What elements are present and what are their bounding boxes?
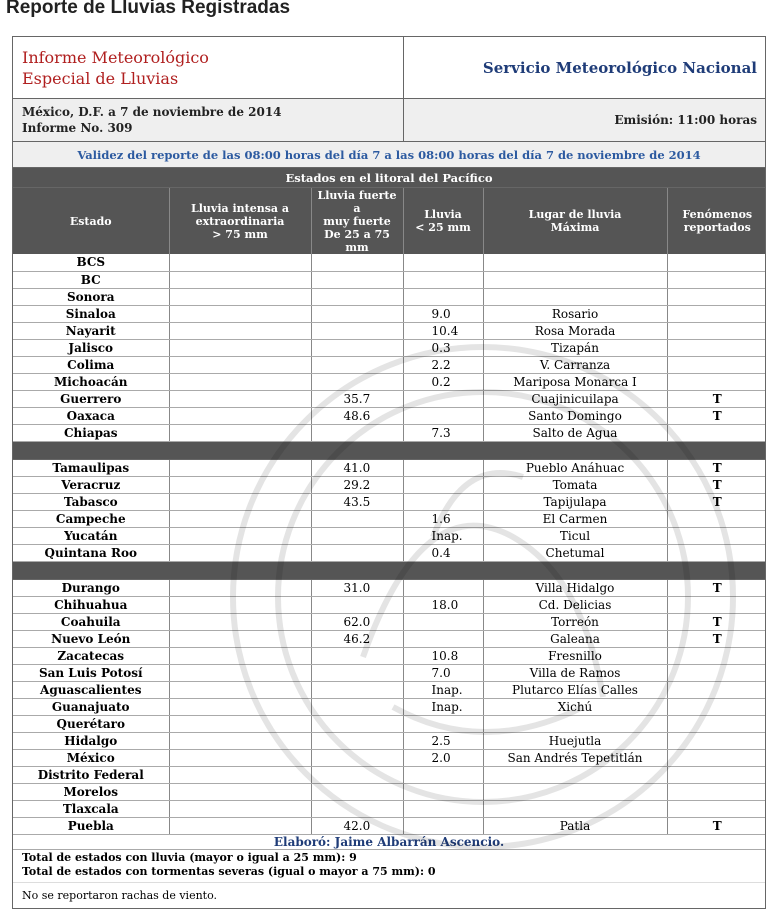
cell-lluvia — [403, 613, 483, 630]
agency-name: Servicio Meteorológico Nacional — [482, 58, 757, 77]
table-row — [13, 271, 766, 288]
cell-fuerte — [311, 322, 403, 339]
cell-estado: Nayarit — [13, 322, 169, 339]
cell-lugar: Fresnillo — [483, 647, 667, 664]
cell-estado: Guerrero — [13, 390, 169, 407]
total-storm-states: Total de estados con tormentas severas (igual o mayor a 75 mm): 0 — [22, 864, 436, 878]
cell-fuerte — [311, 596, 403, 613]
cell-intensa — [169, 749, 311, 766]
cell-fuerte — [311, 339, 403, 356]
cell-fuerte — [311, 800, 403, 817]
cell-lluvia — [403, 390, 483, 407]
cell-fuerte — [311, 681, 403, 698]
cell-lugar: Huejutla — [483, 732, 667, 749]
cell-estado: Hidalgo — [13, 732, 169, 749]
cell-lluvia — [403, 271, 483, 288]
report-number: Informe No. 309 — [22, 121, 133, 135]
cell-fenomenos — [667, 698, 766, 715]
cell-estado: Sinaloa — [13, 305, 169, 322]
cell-fuerte — [311, 373, 403, 390]
cell-intensa — [169, 510, 311, 527]
cell-intensa — [169, 698, 311, 715]
cell-lugar: El Carmen — [483, 510, 667, 527]
col-header-intensa: Lluvia intensa a extraordinaria > 75 mm — [169, 188, 311, 254]
table-row — [13, 749, 766, 766]
table-row — [13, 732, 766, 749]
col-header-lluvia: Lluvia < 25 mm — [403, 188, 483, 254]
cell-intensa — [169, 596, 311, 613]
cell-fuerte — [311, 544, 403, 561]
cell-fuerte — [311, 698, 403, 715]
cell-estado: Jalisco — [13, 339, 169, 356]
cell-fenomenos — [667, 424, 766, 441]
cell-estado: Durango — [13, 579, 169, 596]
cell-lluvia: 2.2 — [403, 356, 483, 373]
cell-estado: Veracruz — [13, 476, 169, 493]
cell-lugar: Tapijulapa — [483, 493, 667, 510]
cell-lluvia: Inap. — [403, 681, 483, 698]
cell-lugar: Mariposa Monarca I — [483, 373, 667, 390]
cell-fenomenos: T — [667, 407, 766, 424]
cell-estado: Tlaxcala — [13, 800, 169, 817]
cell-fuerte: 62.0 — [311, 613, 403, 630]
cell-lugar: Patla — [483, 817, 667, 834]
cell-intensa — [169, 493, 311, 510]
cell-lluvia — [403, 817, 483, 834]
table-row — [13, 305, 766, 322]
cell-estado: BC — [13, 271, 169, 288]
cell-fuerte: 46.2 — [311, 630, 403, 647]
cell-fuerte: 29.2 — [311, 476, 403, 493]
cell-fenomenos — [667, 339, 766, 356]
cell-intensa — [169, 766, 311, 783]
cell-fenomenos: T — [667, 459, 766, 476]
cell-intensa — [169, 373, 311, 390]
cell-lluvia — [403, 476, 483, 493]
cell-intensa — [169, 817, 311, 834]
cell-lugar: Ticul — [483, 527, 667, 544]
cell-estado: San Luis Potosí — [13, 664, 169, 681]
cell-fuerte — [311, 766, 403, 783]
cell-fuerte: 35.7 — [311, 390, 403, 407]
section-title-pacific: Estados en el litoral del Pacífico — [13, 168, 765, 188]
cell-intensa — [169, 544, 311, 561]
cell-lugar: Cuajinicuilapa — [483, 390, 667, 407]
table-row — [13, 254, 766, 271]
cell-lugar: Rosa Morada — [483, 322, 667, 339]
table-row — [13, 322, 766, 339]
cell-intensa — [169, 613, 311, 630]
rain-report — [12, 36, 766, 909]
cell-lugar: Chetumal — [483, 544, 667, 561]
table-row — [13, 596, 766, 613]
cell-lluvia — [403, 783, 483, 800]
cell-fenomenos — [667, 766, 766, 783]
table-row — [13, 698, 766, 715]
report-title — [13, 37, 404, 98]
cell-fenomenos: T — [667, 613, 766, 630]
cell-lugar — [483, 800, 667, 817]
table-row — [13, 681, 766, 698]
section-separator — [13, 561, 766, 579]
cell-fenomenos — [667, 271, 766, 288]
cell-fuerte: 41.0 — [311, 459, 403, 476]
cell-lluvia — [403, 254, 483, 271]
table-header-row — [13, 188, 766, 254]
cell-fenomenos: T — [667, 817, 766, 834]
cell-intensa — [169, 664, 311, 681]
cell-fenomenos — [667, 783, 766, 800]
cell-lluvia — [403, 766, 483, 783]
cell-lluvia: 18.0 — [403, 596, 483, 613]
cell-lluvia: 9.0 — [403, 305, 483, 322]
cell-intensa — [169, 407, 311, 424]
cell-intensa — [169, 305, 311, 322]
table-row — [13, 339, 766, 356]
cell-intensa — [169, 288, 311, 305]
cell-fenomenos — [667, 749, 766, 766]
cell-fuerte: 48.6 — [311, 407, 403, 424]
cell-lluvia — [403, 715, 483, 732]
cell-lluvia — [403, 288, 483, 305]
cell-intensa — [169, 800, 311, 817]
cell-intensa — [169, 783, 311, 800]
cell-fenomenos — [667, 681, 766, 698]
cell-lluvia: 7.0 — [403, 664, 483, 681]
cell-fuerte: 42.0 — [311, 817, 403, 834]
cell-lugar: Cd. Delicias — [483, 596, 667, 613]
cell-fenomenos: T — [667, 476, 766, 493]
cell-estado: Coahuila — [13, 613, 169, 630]
cell-intensa — [169, 527, 311, 544]
cell-intensa — [169, 322, 311, 339]
table-row — [13, 407, 766, 424]
cell-fuerte — [311, 715, 403, 732]
cell-fenomenos — [667, 356, 766, 373]
cell-fuerte — [311, 783, 403, 800]
table-body — [13, 254, 766, 834]
cell-lugar: Salto de Agua — [483, 424, 667, 441]
validity-note: Validez del reporte de las 08:00 horas del día 7 a las 08:00 horas del día 7 de noviembre de 2014 — [13, 142, 765, 168]
cell-estado: Querétaro — [13, 715, 169, 732]
cell-lugar — [483, 766, 667, 783]
cell-fenomenos — [667, 322, 766, 339]
cell-lugar: San Andrés Tepetitlán — [483, 749, 667, 766]
cell-intensa — [169, 715, 311, 732]
cell-intensa — [169, 647, 311, 664]
table-row — [13, 476, 766, 493]
cell-estado: Oaxaca — [13, 407, 169, 424]
cell-lluvia: 0.2 — [403, 373, 483, 390]
prepared-by: Elaboró: Jaime Albarrán Ascencio. — [13, 835, 765, 850]
cell-intensa — [169, 476, 311, 493]
cell-fenomenos: T — [667, 390, 766, 407]
cell-intensa — [169, 579, 311, 596]
cell-lluvia — [403, 579, 483, 596]
cell-estado: México — [13, 749, 169, 766]
col-header-estado: Estado — [13, 188, 169, 254]
cell-lluvia: 2.5 — [403, 732, 483, 749]
cell-intensa — [169, 339, 311, 356]
cell-estado: Colima — [13, 356, 169, 373]
cell-fuerte — [311, 305, 403, 322]
report-title-line2: Especial de Lluvias — [22, 69, 179, 88]
col-header-fuerte: Lluvia fuerte a muy fuerte De 25 a 75 mm — [311, 188, 403, 254]
col-header-lugar: Lugar de lluvia Máxima — [483, 188, 667, 254]
col-header-fenomenos: Fenómenos reportados — [667, 188, 766, 254]
table-row — [13, 510, 766, 527]
cell-fenomenos — [667, 373, 766, 390]
cell-lluvia: 0.4 — [403, 544, 483, 561]
table-row — [13, 527, 766, 544]
cell-lugar — [483, 783, 667, 800]
page-title: Reporte de Lluvias Registradas — [6, 0, 291, 18]
cell-fenomenos — [667, 732, 766, 749]
cell-lluvia: 2.0 — [403, 749, 483, 766]
cell-fuerte — [311, 424, 403, 441]
cell-lugar — [483, 254, 667, 271]
table-row — [13, 373, 766, 390]
table-row — [13, 288, 766, 305]
cell-lluvia: 10.8 — [403, 647, 483, 664]
cell-fuerte — [311, 288, 403, 305]
table-row — [13, 544, 766, 561]
cell-fenomenos — [667, 544, 766, 561]
cell-lluvia — [403, 800, 483, 817]
report-title-line1: Informe Meteorológico — [22, 48, 209, 67]
cell-lugar: Santo Domingo — [483, 407, 667, 424]
cell-estado: Zacatecas — [13, 647, 169, 664]
cell-lugar: Tizapán — [483, 339, 667, 356]
report-header — [13, 37, 765, 99]
cell-lugar — [483, 271, 667, 288]
totals — [13, 850, 765, 882]
cell-estado: Tamaulipas — [13, 459, 169, 476]
cell-fenomenos — [667, 527, 766, 544]
cell-fenomenos: T — [667, 579, 766, 596]
cell-intensa — [169, 459, 311, 476]
table-row — [13, 579, 766, 596]
cell-intensa — [169, 390, 311, 407]
cell-estado: Campeche — [13, 510, 169, 527]
cell-intensa — [169, 630, 311, 647]
cell-intensa — [169, 424, 311, 441]
cell-lugar: Villa de Ramos — [483, 664, 667, 681]
cell-lugar: Plutarco Elías Calles — [483, 681, 667, 698]
cell-estado: Quintana Roo — [13, 544, 169, 561]
cell-lluvia: Inap. — [403, 527, 483, 544]
cell-estado: Nuevo León — [13, 630, 169, 647]
table-row — [13, 800, 766, 817]
cell-lugar: Rosario — [483, 305, 667, 322]
cell-estado: Chihuahua — [13, 596, 169, 613]
emission-time: Emisión: 11:00 horas — [614, 113, 757, 127]
cell-estado: BCS — [13, 254, 169, 271]
table-row — [13, 630, 766, 647]
table-row — [13, 715, 766, 732]
cell-lugar: Xichú — [483, 698, 667, 715]
cell-intensa — [169, 732, 311, 749]
cell-estado: Sonora — [13, 288, 169, 305]
total-rain-states: Total de estados con lluvia (mayor o igual a 25 mm): 9 — [22, 850, 357, 864]
rain-table — [13, 188, 766, 835]
cell-fuerte — [311, 527, 403, 544]
cell-estado: Tabasco — [13, 493, 169, 510]
cell-intensa — [169, 271, 311, 288]
table-row — [13, 390, 766, 407]
cell-intensa — [169, 356, 311, 373]
cell-fuerte — [311, 647, 403, 664]
cell-fenomenos — [667, 647, 766, 664]
cell-fenomenos — [667, 510, 766, 527]
cell-estado: Michoacán — [13, 373, 169, 390]
cell-lugar: Galeana — [483, 630, 667, 647]
cell-lugar: Tomata — [483, 476, 667, 493]
cell-lluvia: 10.4 — [403, 322, 483, 339]
cell-lugar: Villa Hidalgo — [483, 579, 667, 596]
table-row — [13, 493, 766, 510]
cell-estado: Aguascalientes — [13, 681, 169, 698]
table-row — [13, 613, 766, 630]
cell-lluvia — [403, 493, 483, 510]
cell-lluvia: Inap. — [403, 698, 483, 715]
cell-fuerte: 31.0 — [311, 579, 403, 596]
cell-lluvia: 7.3 — [403, 424, 483, 441]
cell-fenomenos — [667, 596, 766, 613]
cell-fuerte — [311, 664, 403, 681]
cell-estado: Yucatán — [13, 527, 169, 544]
cell-estado: Puebla — [13, 817, 169, 834]
cell-estado: Chiapas — [13, 424, 169, 441]
section-separator — [13, 441, 766, 459]
cell-lugar: Torreón — [483, 613, 667, 630]
table-row — [13, 783, 766, 800]
cell-lugar — [483, 288, 667, 305]
table-row — [13, 766, 766, 783]
cell-fuerte — [311, 749, 403, 766]
cell-lluvia — [403, 407, 483, 424]
cell-lluvia — [403, 630, 483, 647]
cell-intensa — [169, 681, 311, 698]
cell-estado: Guanajuato — [13, 698, 169, 715]
cell-fuerte — [311, 732, 403, 749]
cell-intensa — [169, 254, 311, 271]
table-row — [13, 459, 766, 476]
cell-fenomenos — [667, 664, 766, 681]
cell-lugar: Pueblo Anáhuac — [483, 459, 667, 476]
cell-estado: Morelos — [13, 783, 169, 800]
table-row — [13, 424, 766, 441]
cell-fenomenos — [667, 254, 766, 271]
cell-fenomenos — [667, 288, 766, 305]
cell-fenomenos — [667, 800, 766, 817]
cell-lluvia: 1.6 — [403, 510, 483, 527]
cell-fenomenos: T — [667, 630, 766, 647]
report-meta — [13, 99, 765, 142]
cell-fenomenos — [667, 305, 766, 322]
cell-estado: Distrito Federal — [13, 766, 169, 783]
cell-fuerte — [311, 510, 403, 527]
table-row — [13, 817, 766, 834]
cell-lluvia: 0.3 — [403, 339, 483, 356]
cell-lluvia — [403, 459, 483, 476]
table-row — [13, 664, 766, 681]
cell-lugar — [483, 715, 667, 732]
cell-fuerte: 43.5 — [311, 493, 403, 510]
cell-fuerte — [311, 271, 403, 288]
cell-fuerte — [311, 356, 403, 373]
table-row — [13, 356, 766, 373]
cell-fenomenos — [667, 715, 766, 732]
report-date: México, D.F. a 7 de noviembre de 2014 — [22, 105, 282, 119]
wind-gusts-note: No se reportaron rachas de viento. — [13, 882, 765, 908]
table-row — [13, 647, 766, 664]
cell-fenomenos: T — [667, 493, 766, 510]
cell-fuerte — [311, 254, 403, 271]
cell-lugar: V. Carranza — [483, 356, 667, 373]
